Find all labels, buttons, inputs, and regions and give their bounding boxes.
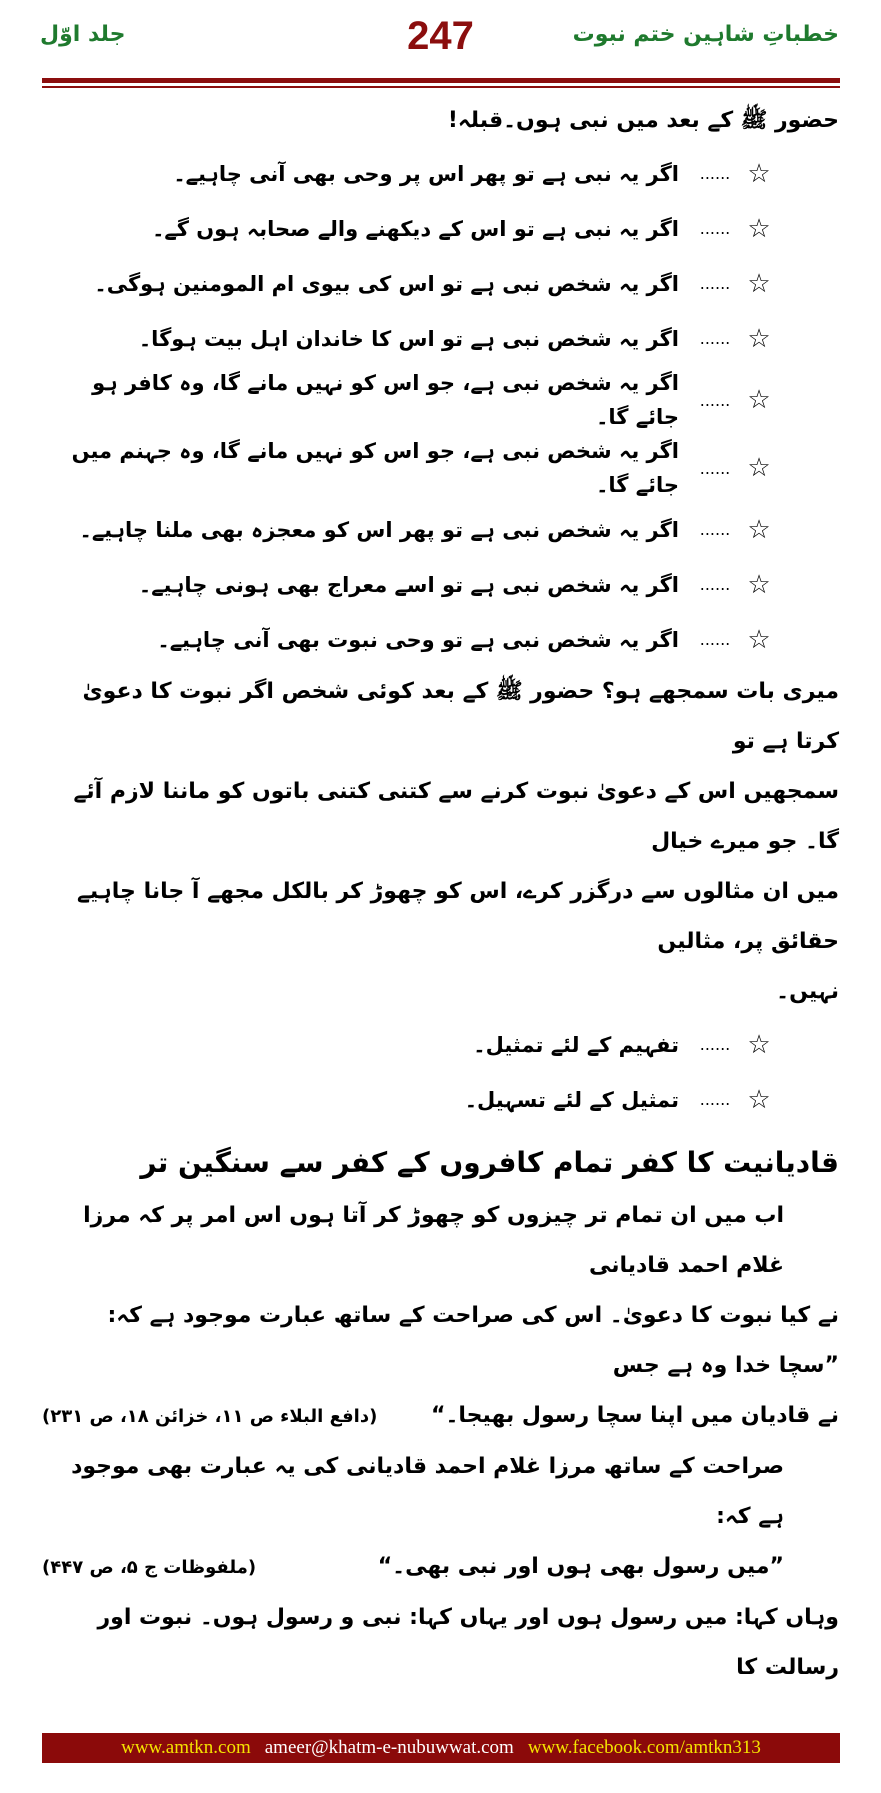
bullet-item [42,557,777,612]
bullet-item [42,502,777,557]
paragraph-line: اب میں ان تمام تر چیزوں کو چھوڑ کر آتا ہوں اس امر پر کہ مرزا غلام احمد قادیانی [83,1203,784,1278]
header-rule-thick [42,78,840,83]
paragraph-line: میں ان مثالوں سے درگزر کرے، اس کو چھوڑ کر بالکل مجھے آ جانا چاہیے حقائق پر، مثالیں [77,879,839,954]
star-icon: ☆ [747,514,771,545]
bullet-text: اگر یہ شخص نبی ہے تو اس کی بیوی ام المومنین ہوگی۔ [94,271,679,296]
bullet-item [42,1017,777,1072]
bullet-dots: ...... [699,575,731,594]
bullet-item [42,434,777,502]
citation-row [42,1542,839,1593]
bullet-item [42,201,777,256]
footer-bar [42,1733,840,1763]
star-icon: ☆ [747,624,771,655]
citation: (دافع البلاء ص ۱۱، خزائن ۱۸، ص ۲۳۱) [42,1406,378,1427]
paragraph-line: نے قادیان میں اپنا سچا رسول بھیجا۔“ [431,1403,839,1428]
bullet-dots: ...... [699,520,731,539]
bullet-dots: ...... [699,630,731,649]
bullet-item [42,146,777,201]
bullet-text: اگر یہ شخص نبی ہے، جو اس کو نہیں مانے گا، وہ کافر ہو جائے گا۔ [92,371,679,429]
bullet-item [42,311,777,366]
quote-line: ”میں رسول بھی ہوں اور نبی بھی۔“ [377,1554,784,1579]
bullet-text: اگر یہ نبی ہے تو پھر اس پر وحی بھی آنی چاہیے۔ [173,161,679,186]
bullet-text: اگر یہ نبی ہے تو اس کے دیکھنے والے صحابہ ہوں گے۔ [152,216,679,241]
paragraph-line: نہیں۔ [776,979,839,1004]
paragraph-line: نے کیا نبوت کا دعویٰ۔ اس کی صراحت کے ساتھ عبارت موجود ہے کہ: ”سچا خدا وہ ہے جس [107,1303,839,1378]
bullet-text: تمثیل کے لئے تسہیل۔ [464,1087,679,1112]
bullet-item [42,256,777,311]
website-link[interactable]: www.amtkn.com [121,1737,251,1758]
bullet-dots: ...... [699,164,731,183]
paragraph-line: میری بات سمجھے ہو؟ حضور ﷺ کے بعد کوئی شخص اگر نبوت کا دعویٰ کرتا ہے تو [82,679,839,754]
star-icon: ☆ [747,1084,771,1115]
bullet-item [42,366,777,434]
bullet-dots: ...... [699,458,731,478]
star-icon: ☆ [747,213,771,244]
facebook-link[interactable]: www.facebook.com/amtkn313 [527,1737,761,1758]
page-number: 247 [407,14,474,58]
bullet-text: اگر یہ شخص نبی ہے تو پھر اس کو معجزہ بھی ملنا چاہیے۔ [79,517,679,542]
bullet-dots: ...... [699,390,731,410]
email-link[interactable]: ameer@khatm-e-nubuwwat.com [264,1737,514,1758]
bullet-text: تفہیم کے لئے تمثیل۔ [473,1032,679,1057]
star-icon: ☆ [747,158,771,189]
bullet-dots: ...... [699,219,731,238]
bullet-item [42,1072,777,1127]
bullet-dots: ...... [699,1035,731,1054]
star-icon: ☆ [747,323,771,354]
paragraph-line: سمجھیں اس کے دعویٰ نبوت کرنے سے کتنی کتنی باتوں کو ماننا لازم آئے گا۔ جو میرے خیال [73,779,839,854]
book-title: خطباتِ شاہین ختم نبوت [572,22,839,47]
bullet-dots: ...... [699,1090,731,1109]
citation-row [42,1391,839,1442]
bullet-text: اگر یہ شخص نبی ہے تو وحی نبوت بھی آنی چاہیے۔ [157,627,679,652]
page-header [0,0,881,92]
bullet-item [42,612,777,667]
bullet-list [42,146,839,667]
bullet-text: اگر یہ شخص نبی ہے تو اسے معراج بھی ہونی چاہیے۔ [138,572,679,597]
star-icon: ☆ [747,453,771,483]
star-icon: ☆ [747,268,771,299]
paragraph-line: وہاں کہا: میں رسول ہوں اور یہاں کہا: نبی و رسول ہوں۔ نبوت اور رسالت کا [97,1605,839,1680]
volume-label: جلد اوّل [40,22,126,47]
star-icon: ☆ [747,1029,771,1060]
star-icon: ☆ [747,385,771,415]
page-body [0,92,881,1693]
star-icon: ☆ [747,569,771,600]
section-heading: قادیانیت کا کفر تمام کافروں کے کفر سے سنگین تر [140,1146,839,1179]
bullet-dots: ...... [699,329,731,348]
citation: (ملفوظات ج ۵، ص ۴۴۷) [42,1557,257,1578]
bullet-dots: ...... [699,274,731,293]
header-rule-thin [42,86,840,88]
bullet-list-2 [42,1017,839,1127]
paragraph-line: صراحت کے ساتھ مرزا غلام احمد قادیانی کی یہ عبارت بھی موجود ہے کہ: [71,1454,784,1529]
bullet-text: اگر یہ شخص نبی ہے، جو اس کو نہیں مانے گا، وہ جہنم میں جائے گا۔ [71,439,679,497]
bullet-text: اگر یہ شخص نبی ہے تو اس کا خاندان اہل بیت ہوگا۔ [138,326,679,351]
intro-line: حضور ﷺ کے بعد میں نبی ہوں۔قبلہ! [447,108,839,133]
